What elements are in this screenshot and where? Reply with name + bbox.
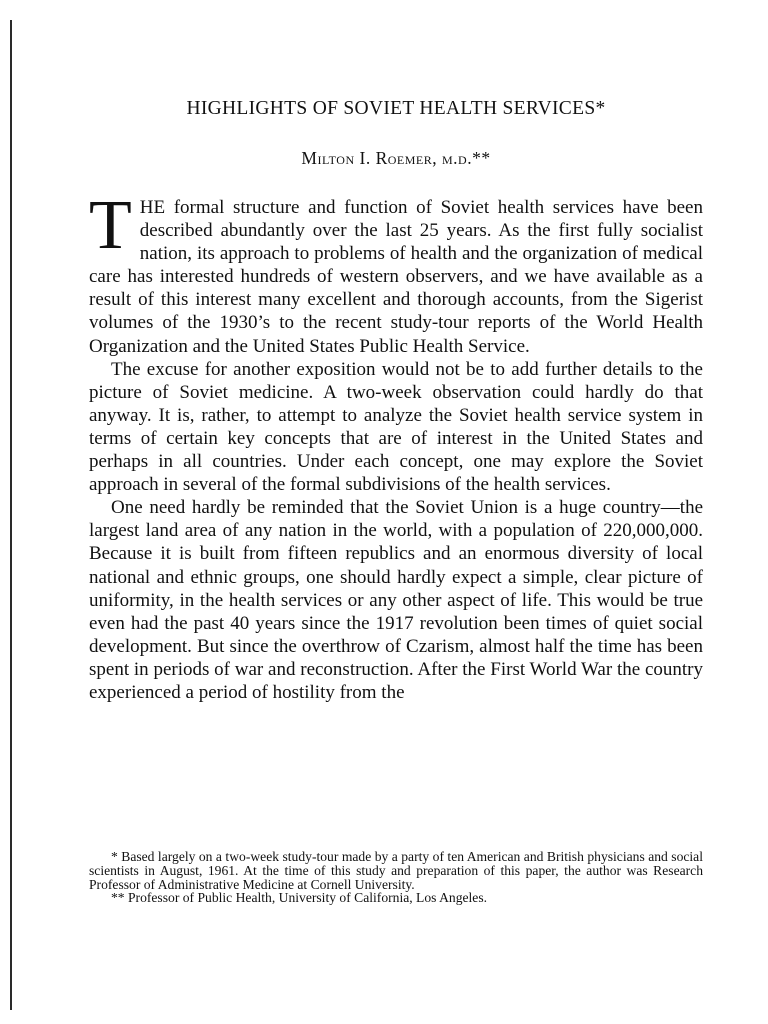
page-edge-line: [10, 20, 12, 1010]
footnote-2: ** Professor of Public Health, University of California, Los Angeles.: [111, 890, 488, 906]
article-body: [89, 187, 703, 704]
footnote-1: * Based largely on a two-week study-tour made by a party of ten American and British physicians and social scientists in August, 1961. At the time of this study and preparation of this paper, the author was Research Professor of Administrative Medicine at Cornell University.: [89, 849, 703, 892]
paragraph-1-text: HE formal structure and function of Soviet health services have been described abundantly over the last 25 years. As the first fully socialist nation, its approach to problems of health and the organization of medical care has interested hundreds of western observers, and we have available as a result of this interest many excellent and thorough accounts, from the Sigerist volumes of the 1930’s to the recent study-tour reports of the World Health Organization and the United States Public Health Service.: [89, 197, 703, 357]
footnotes: [89, 850, 703, 905]
paragraph-3: One need hardly be reminded that the Soviet Union is a huge country—the largest land area of any nation in the world, with a population of 220,000,000. Because it is built from fifteen republics and an enormous diversity of local national and ethnic groups, one should hardly expect a simple, clear picture of uniformity, in the health services or any other aspect of life. This would be true even had the past 40 years since the 1917 revolution been times of quiet social development. But since the overthrow of Czarism, almost half the time has been spent in periods of war and reconstruction. After the First World War the country experienced a period of hostility from the: [89, 497, 703, 703]
paragraph-1: [89, 187, 703, 358]
article-title: HIGHLIGHTS OF SOVIET HEALTH SERVICES*: [186, 98, 606, 119]
paragraph-2: The excuse for another exposition would not be to add further details to the picture of Soviet medicine. A two-week observation could hardly do that anyway. It is, rather, to attempt to analyze the Soviet health service system in terms of certain key concepts that are of interest in the United States and perhaps in all countries. Under each concept, one may explore the Soviet approach in several of the formal subdivisions of the health services.: [89, 358, 703, 496]
author-line: Milton I. Roemer, m.d.**: [301, 148, 491, 168]
drop-cap: T: [89, 187, 132, 264]
